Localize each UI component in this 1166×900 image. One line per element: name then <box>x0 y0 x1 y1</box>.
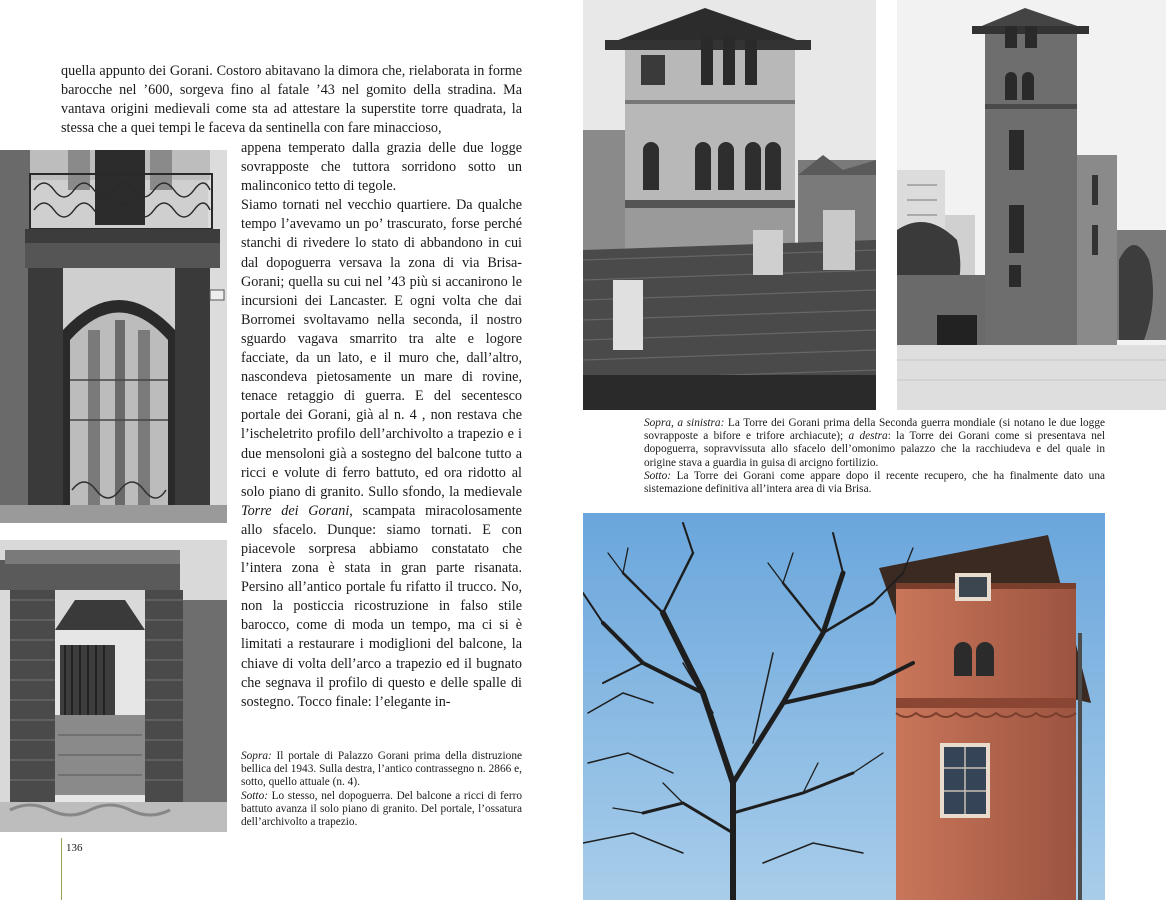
photo-portal-before-war <box>0 150 227 523</box>
caption-sopra-sinistra-label: Sopra, a sinistra: <box>644 417 725 429</box>
photo-tower-before-war <box>583 0 876 410</box>
right-caption <box>644 417 1105 496</box>
caption-sotto-label: Sotto: <box>644 469 671 482</box>
paragraph-intro: quella appunto dei Gorani. Costoro abitavano la dimora che, rielaborata in forme barocche nel ’600, sorgeva fino al fatale ’43 nel gomito della stradina. Ma vantava origini medievali come sta ad attestare la superstite torre quadrata, la stessa che a quei tempi le faceva da sentinella con fare minaccioso, <box>61 63 522 137</box>
page-number: 136 <box>66 842 83 854</box>
caption-sotto-label: Sotto: <box>241 789 268 802</box>
page-rule <box>61 838 62 900</box>
photo-tower-today <box>583 513 1105 900</box>
paragraph-main-start: Siamo tornati nel vecchio quartiere. Da qualche tempo l’avevamo un po’ trascurato, forse perché stanchi di rivedere lo stato di abbandono in cui dal dopoguerra versava la zona di via Brisa-Gorani; quella su cui nel ’43 più si accanirono le incursioni dei Lancaster. E ogni volta che dai Borromei svoltavamo nella seconda, il nostro sguardo vagava smarrito tra alte e logore facciate, da un lato, e il muro che, dall’altro, nascondeva pietosamente un mare di rovine, tenace retaggio di guerra. E del secentesco portale dei Gorani, già al n. 4 , non restava che l’ischeletrito profilo dell’archivolto a trapezio e i due mensoloni già a sostegno del balcone tutto a ricci e volute di ferro battuto, ed ora ridotto al solo piano di granito. Sullo sfondo, la medievale <box>241 197 522 500</box>
caption-sotto-text: La Torre dei Gorani come appare dopo il recente recupero, che ha finalmente dato una sistemazione definitiva all’intera area di via Brisa. <box>644 469 1105 496</box>
photo-tower-after-war <box>897 0 1166 410</box>
body-text-column <box>241 139 522 712</box>
paragraph-main <box>241 196 522 712</box>
torre-gorani-italic: Torre dei Gorani <box>241 502 350 519</box>
paragraph-main-end: , scampata miracolosamente allo sfacelo. Dunque: siamo tornati. E con piacevole sorpresa abbiamo constatato che l’intera zona è stata in gran parte risanata. Persino all’antico portale fu rifatto il trucco. No, non la posticcia ricostruzione in falso stile barocco, come di moda un tempo, ma ci si è limitati a restaurare i modiglioni del balcone, la chiave di volta dell’arco a trapezio ed il bugnato che segnava il profilo di questo e delle spalle di sostegno. Tocco finale: l’elegante in- <box>241 502 522 710</box>
left-caption <box>241 750 522 829</box>
body-text-intro <box>61 62 522 138</box>
caption-destra-label: a destra <box>843 430 888 443</box>
paragraph-intro-continued: appena temperato dalla grazia delle due logge sovrapposte che tuttora sorridono sotto un malinconico tetto di tegole. <box>241 140 522 195</box>
caption-destra-text: : la Torre dei Gorani come si presentava nel dopoguerra, sopravvissuta allo sfacelo dell’omonimo palazzo che la racchiudeva e del quale in origine stava a guardia in guisa di arcigno fortilizio. <box>644 430 1106 469</box>
caption-sopra-text: Il portale di Palazzo Gorani prima della distruzione bellica del 1943. Sulla destra, l’antico contrassegno n. 2866 e, sotto, quello attuale (n. 4). <box>241 750 522 789</box>
caption-sotto-text: Lo stesso, nel dopoguerra. Del balcone a ricci di ferro battuto avanza il solo piano di granito. Del portale, l’ossatura dell’archivolto a trapezio. <box>241 789 522 829</box>
caption-sopra-label: Sopra: <box>241 750 272 762</box>
caption-sopra-sinistra-text: La Torre dei Gorani prima della Seconda guerra mondiale (si notano le due logge sovrapposte a bifore e trifore archiacute); <box>644 417 1105 443</box>
photo-portal-after-war <box>0 540 227 832</box>
